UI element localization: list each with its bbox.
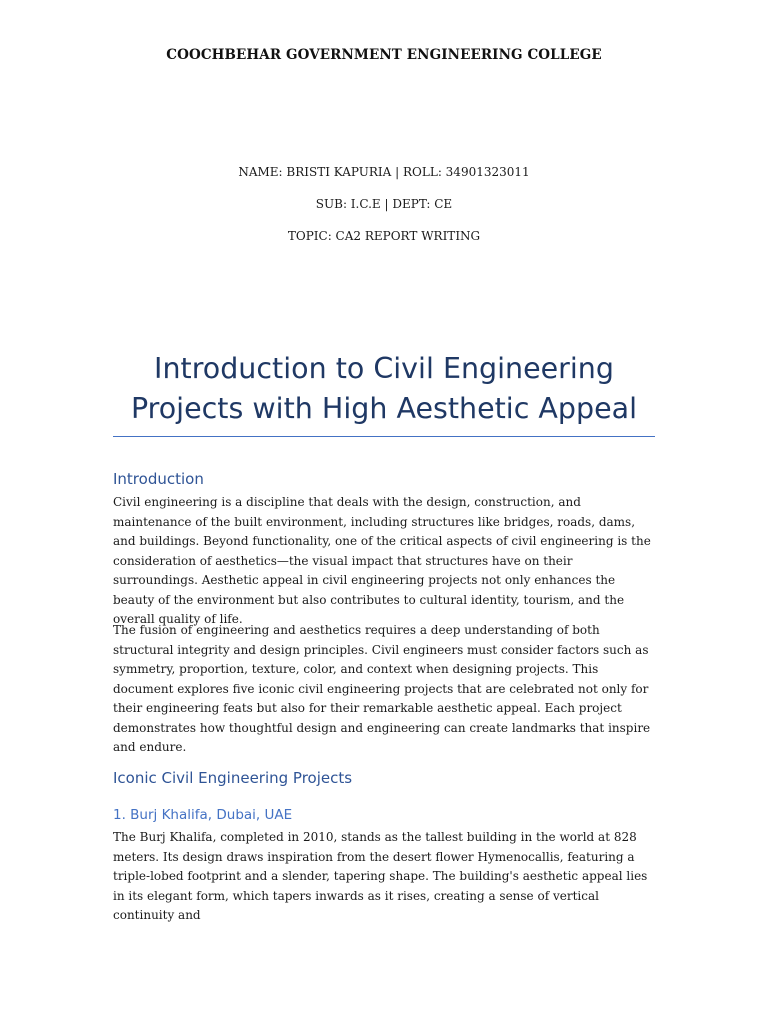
title-underline xyxy=(113,436,655,437)
document-title: Introduction to Civil Engineering Projects with High Aesthetic Appeal xyxy=(130,352,638,425)
subject-department: SUB: I.C.E | DEPT: CE xyxy=(315,197,453,211)
burj-khalifa-paragraph: The Burj Khalifa, completed in 2010, stands as the tallest building in the world at 828 meters. Its design draws inspiration from the desert flower Hymenocallis, featuring a triple-lobed footprint and a slender, tapering shape. The building's aesthetic appeal lies in its elegant form, which tapers inwards as it rises, creating a sense of vertical continuity and xyxy=(113,830,648,922)
projects-heading: Iconic Civil Engineering Projects xyxy=(113,769,353,787)
student-name-roll: NAME: BRISTI KAPURIA | ROLL: 34901323011 xyxy=(238,165,530,179)
introduction-paragraph-2: The fusion of engineering and aesthetics requires a deep understanding of both structural integrity and design principles. Civil engineers must consider factors such as symmetry, proportion, texture, color, and context when designing projects. This document explores five iconic civil engineering projects that are celebrated not only for their engineering feats but also for their remarkable aesthetic appeal. Each project demonstrates how thoughtful design and engineering can create landmarks that inspire and endure. xyxy=(113,623,651,754)
report-topic: TOPIC: CA2 REPORT WRITING xyxy=(287,229,481,243)
introduction-paragraph-1: Civil engineering is a discipline that deals with the design, construction, and maintenance of the built environment, including structures like bridges, roads, dams, and buildings. Beyond functionality, one of the critical aspects of civil engineering is the consideration of aesthetics—the visual impact that structures have on their surroundings. Aesthetic appeal in civil engineering projects not only enhances the beauty of the environment but also contributes to cultural identity, tourism, and the overall quality of life. xyxy=(113,495,651,626)
introduction-heading: Introduction xyxy=(113,470,204,488)
burj-khalifa-heading: 1. Burj Khalifa, Dubai, UAE xyxy=(113,807,293,823)
college-name: COOCHBEHAR GOVERNMENT ENGINEERING COLLEGE xyxy=(166,47,602,63)
